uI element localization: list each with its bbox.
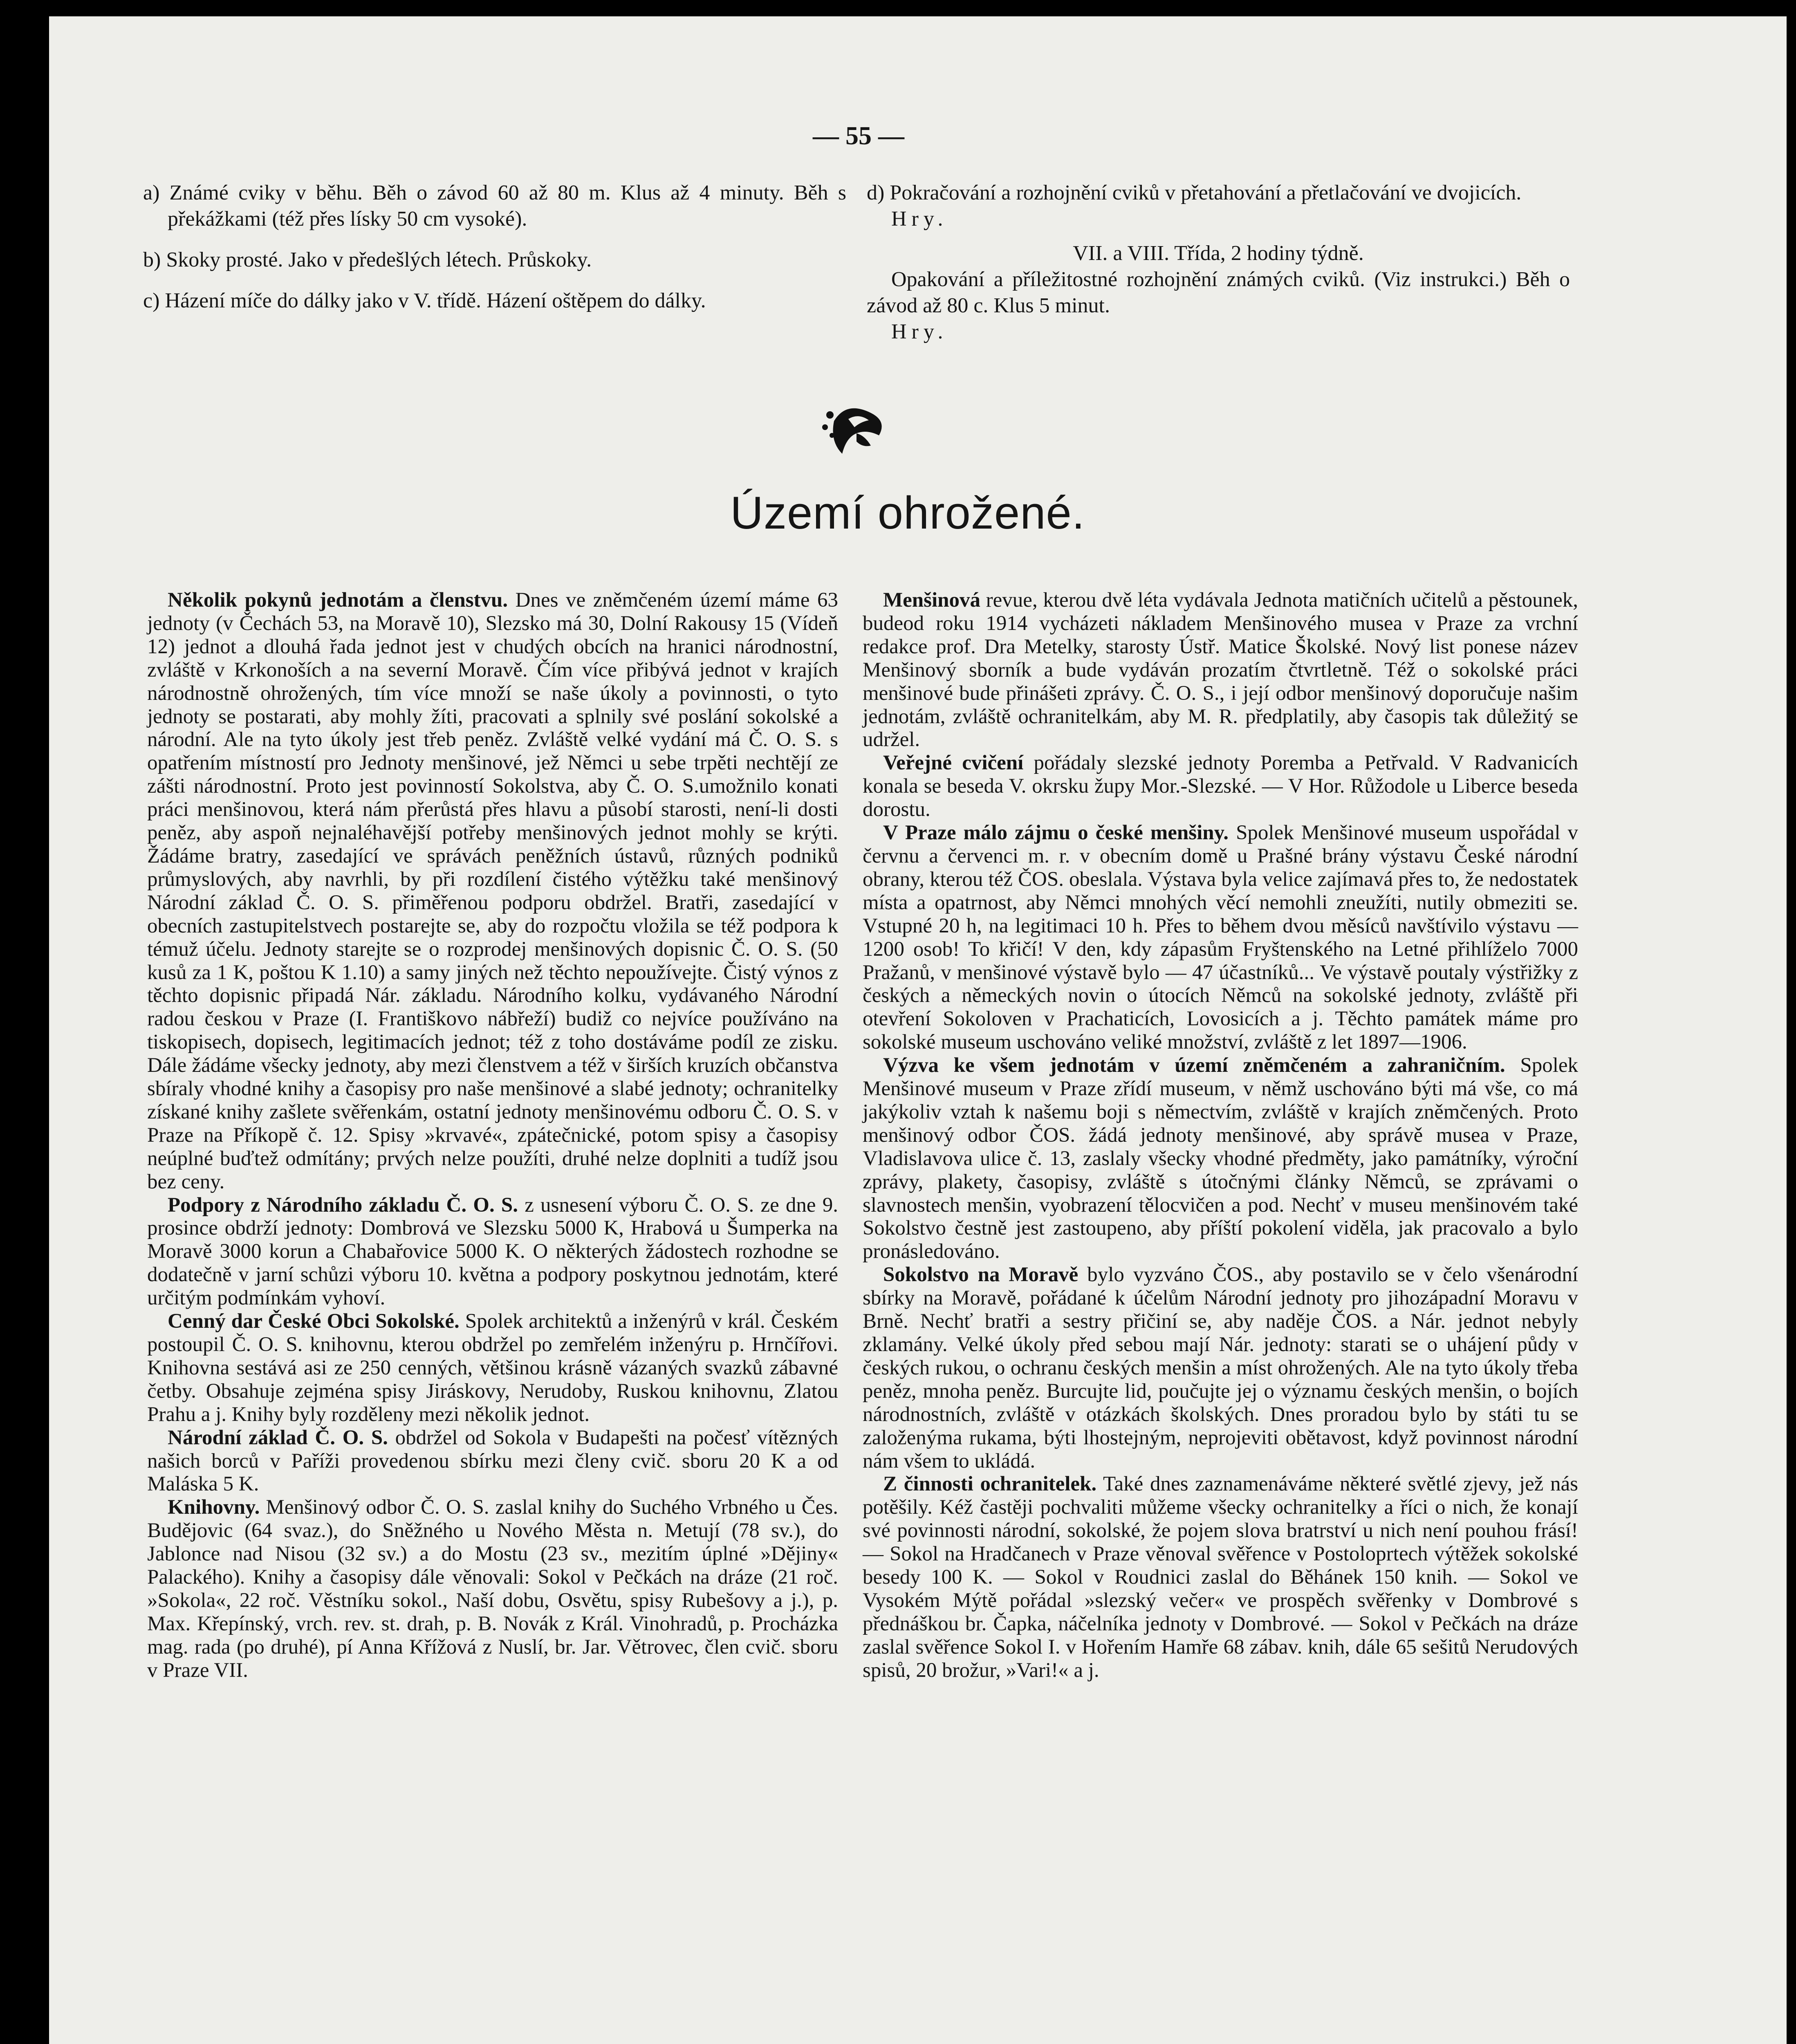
paragraph-heading: V Praze málo zájmu o české menšiny.	[883, 821, 1229, 845]
paragraph-text: Také dnes zaznamenáváme některé světlé zjevy, jež nás potěšily. Kéž častěji pochvaliti můžeme všecky ochranitelky a říci o nich, že konají své povinnosti národní, sokolské, že pojem slova bratrství u nich není pouhou frásí! — Sokol na Hradčanech v Praze věnoval svěřence v Postoloprtech výtěžek sokolské besedy 100 K. — Sokol v Roudnici zaslal do Běhánek 150 knih. — Sokol ve Vysokém Mýtě pořádal »slezský večer« ve prospěch svěřenky v Dombrové s přednáškou br. Čapka, náčelníka jednoty v Dombrové. — Sokol v Pečkách na dráze zaslal svěřence Sokol I. v Hořením Hamře 68 zábav. knih, dále 65 sešitů Nerudových spisů, 20 brožur, »Vari!« a j.	[863, 1472, 1578, 1682]
exercise-item-d: d) Pokračování a rozhojnění cviků v přetahování a přetlačování ve dvojicích.	[867, 181, 1522, 204]
paragraph-heading: Veřejné cvičení	[883, 751, 1024, 775]
paragraph-moravia	[863, 1263, 1578, 1472]
paragraph-gift	[147, 1310, 838, 1426]
paragraph-text: Spolek Menšinové museum v Praze zřídí museum, v němž uschováno býti má vše, co má jakýkoliv vztah k našemu boji s němectvím, zvláště v krajích zněmčených. Proto menšinový odbor ČOS. žádá jednoty menšinové, aby správě musea v Praze, Vladislavova ulice č. 13, zaslaly všecky vhodné předměty, jako památníky, výroční zprávy, plakety, časopisy, zvláště s útočnými články Němců, se zprávami o slavnostech menšin, vyobrazení tělocvičen a pod. Nechť v museu menšinovém také Sokolstvo čestně jest zastoupeno, aby příští pokolení viděla, jak pracovalo a bylo pronásledováno.	[863, 1054, 1578, 1263]
games-label: Hry.	[891, 207, 948, 231]
paragraph-heading: Knihovny.	[168, 1496, 260, 1519]
exercise-list-left	[143, 180, 846, 329]
paragraph-heading: Národní základ Č. O. S.	[168, 1426, 388, 1449]
paragraph-heading: Podpory z Národního základu Č. O. S.	[168, 1193, 518, 1217]
paragraph-heading: Cenný dar České Obci Sokolské.	[168, 1310, 460, 1333]
exercise-item-a: a) Známé cviky v běhu. Běh o závod 60 až 80 m. Klus až 4 minuty. Běh s překážkami (též přes lísky 50 cm vysoké).	[143, 181, 846, 231]
paragraph-heading: Sokolstvo na Moravě	[883, 1263, 1078, 1286]
paragraph-text: z usnesení výboru Č. O. S. ze dne 9. prosince obdrží jednoty: Dombrová ve Slezsku 5000 K, Hrabová u Šumperka na Moravě 3000 korun a Chabařovice 5000 K. O některých žádostech rozhodne se dodatečně v jarní schůzi výboru 10. května a podpory poskytnou jednotám, které určitým podmínkám vyhoví.	[147, 1193, 838, 1310]
right-column	[863, 589, 1578, 1682]
left-column	[147, 589, 838, 1682]
paragraph-text: bylo vyzváno ČOS., aby postavilo se v čelo všenárodní sbírky na Moravě, pořádané k účelům Národní jednoty pro jihozápadní Moravu v Brně. Nechť bratři a sestry přičiní se, aby naděje ČOS. a Nár. jednot nebyly zklamány. Velké úkoly před sebou mají Nár. jednoty: starati se o uhájení půdy v českých rukou, o ochranu českých menšin a míst ohrožených. Ale na tyto úkoly třeba peněz, mnoha peněz. Burcujte lid, poučujte jej o významu českých menšin, o bojích národnostních, zvláště v otázkách školských. Dnes proradou bylo by státi tu se založenýma rukama, býti lhostejným, neprojeviti obětavost, když povinnost národní nám všem to ukládá.	[863, 1263, 1579, 1472]
floral-ornament-icon	[818, 397, 891, 458]
paragraph-instructions	[147, 589, 838, 1194]
exercise-item-c: c) Házení míče do dálky jako v V. třídě. Házení oštěpem do dálky.	[143, 289, 706, 312]
page-number: — 55 —	[813, 121, 904, 150]
paragraph-heading: Z činnosti ochranitelek.	[883, 1472, 1097, 1496]
games-label-2: Hry.	[891, 320, 948, 343]
paragraph-text: revue, kterou dvě léta vydávala Jednota matičních učitelů a pěstounek, budeod roku 1914 vycházeti nákladem Menšinového musea v Praze za vrchní redakce prof. Dra Metelky, starosty Ústř. Matice Školské. Nový list ponese název Menšinový sborník a bude vydáván prozatím čtvrtletně. Též o sokolské práci menšinové bude přinášeti zprávy. Č. O. S., i její odbor menšinový doporučuje našim jednotám, zvláště ochranitelkám, aby M. R. předplatily, aby časopis tak důležitý se udržel.	[863, 589, 1578, 751]
class-instructions: Opakování a příležitostné rozhojnění známých cviků. (Viz instrukci.) Běh o závod až 80 c. Klus 5 minut.	[867, 268, 1570, 317]
paragraph-text: Spolek Menšinové museum uspořádal v červnu a červenci m. r. v obecním domě u Prašné brány výstavu České národní obrany, kterou též ČOS. obeslala. Výstava byla velice zajímavá přes to, že nedostatek místa a opatrnost, aby Němci mnohých věcí nemohli zneužíti, nutily obmeziti se. Vstupné 20 h, na legitimaci 10 h. Přes to během dvou měsíců navštívilo výstavu — 1200 osob! To křičí! V den, kdy zápasům Fryštenského na Letné přihlíželo 7000 Pražanů, v menšinové výstavě bylo — 47 účastníků... Ve výstavě poutaly výstřižky z českých a německých novin o útocích Němců na sokolské jednoty, zvláště při otevření Sokoloven v Prachaticích, Lovosicích a j. Těchto památek máme pro sokolské museum uschováno veliké množství, zvláště z let 1897—1906.	[863, 821, 1578, 1054]
paragraph-text: Spolek architektů a inženýrů v král. Českém postoupil Č. O. S. knihovnu, kterou obdržel po zemřelém inženýru p. Hrnčířovi. Knihovna sestává asi ze 250 cenných, většinou krásně vázaných svazků zábavné četby. Obsahuje zejména spisy Jiráskovy, Nerudoby, Ruskou knihovnu, Zlatou Prahu a j. Knihy byly rozděleny mezi několik jednot.	[147, 1310, 838, 1426]
exercise-item-b: b) Skoky prosté. Jako v předešlých létech. Průskoky.	[143, 248, 592, 271]
paragraph-prague-interest	[863, 821, 1578, 1054]
exercise-list-right	[867, 180, 1570, 360]
paragraph-libraries	[147, 1496, 838, 1682]
paragraph-text: obdržel od Sokola v Budapešti na počesť vítězných našich borců v Paříži provedenou sbírku mezi členy cvič. sboru 20 K a od Maláska 5 K.	[147, 1426, 838, 1496]
paragraph-text: pořádaly slezské jednoty Poremba a Petřvald. V Radvanicích konala se beseda V. okrsku župy Mor.-Slezské. — V Hor. Růžodole u Liberce beseda dorostu.	[863, 751, 1578, 821]
paragraph-heading: Několik pokynů jednotám a členstvu.	[168, 589, 508, 612]
paragraph-heading: Výzva ke všem jednotám v území zněmčeném a zahraničním.	[883, 1054, 1505, 1077]
paragraph-minority-revue	[863, 589, 1578, 751]
scanned-page	[49, 16, 1787, 2044]
paragraph-appeal	[863, 1054, 1578, 1263]
paragraph-public-exercise	[863, 751, 1578, 821]
paragraph-patronesses	[863, 1472, 1578, 1682]
paragraph-text: Menšinový odbor Č. O. S. zaslal knihy do Suchého Vrbného u Čes. Budějovic (64 svaz.), do Sněžného u Nového Města n. Metují (78 sv.), do Jablonce nad Nisou (32 sv.) a do Mostu (23 sv., mezitím úplné »Dějiny« Palackého). Knihy a časopisy dále věnovali: Sokol v Pečkách na dráze (21 roč. »Sokola«, 22 roč. Věstníku sokol., Naší dobu, Osvětu, spisy Rubešovy a j.), p. Max. Křepínský, vrch. rev. st. drah, p. B. Novák z Král. Vinohradů, p. Procházka mag. rada (po druhé), pí Anna Křížová z Nuslí, br. Jar. Větrovec, člen cvič. sboru v Praze VII.	[147, 1496, 838, 1682]
paragraph-text: Dnes ve zněmčeném území máme 63 jednoty (v Čechách 53, na Moravě 10), Slezsko má 30, Dolní Rakousy 15 (Vídeň 12) jednot a dlouhá řada jednot jest v chudých obcích na hranici národnostní, zvláště v Krkonoších a na severní Moravě. Čím více přibývá jednot v krajích národnostně ohrožených, tím více množí se naše úkoly a povinnosti, o tyto jednoty se postarati, aby mohly žíti, pracovati a splnily své poslání sokolské a národní. Ale na tyto úkoly jest třeb peněz. Zvláště velké vydání má Č. O. S. s opatřením místností pro Jednoty menšinové, jež Němci u sebe trpěti nechtějí ze zášti národnostní. Proto jest povinností Sokolstva, aby Č. O. S.umožnilo konati práci menšinovou, která nám přerůstá přes hlavu a působí starosti, není-li dosti peněz, aby aspoň nejnaléhavější potřeby menšinových jednot mohly se krýti. Žádáme bratry, zasedající ve správách peněžních ústavů, různých podniků průmyslových, aby navrhli, by při rozdílení čistého výtěžku také menšinový Národní základ Č. O. S. přiměřenou podporu obdržel. Bratři, zasedající v obecních zastupitelstvech postarejte se, aby do rozpočtu vložila se též podpora k témuž účelu. Jednoty starejte se o rozprodej menšinových dopisnic Č. O. S. (50 kusů za 1 K, poštou K 1.10) a samy jiných než těchto nepoužívejte. Čistý výnos z těchto dopisnic připadá Nár. základu. Národního kolku, vydávaného Národní radou českou v Praze (I. Františkovo nábřeží) budiž co nejvíce používáno na tiskopisech, dopisech, legitimacích jednot; též z toho dostáváme podíl ze zisku. Dále žádáme všecky jednoty, aby mezi členstvem a též v širších kruzích občanstva sbíraly vhodné knihy a časopisy pro naše menšinové a slabé jednoty; ochranitelky získané knihy zašlete svěřenkám, ostatní jednoty menšinovému odboru Č. O. S. v Praze na Příkopě č. 12. Spisy »krvavé«, zpátečnické, potom spisy a časopisy neúplné buďtež odmítány; prvých nelze použíti, druhé nelze doplniti a tudíž jsou bez ceny.	[147, 589, 838, 1193]
paragraph-support	[147, 1194, 838, 1310]
paragraph-heading: Menšinová	[883, 589, 981, 612]
paragraph-national-fund	[147, 1426, 838, 1496]
article-title: Území ohrožené.	[730, 487, 1085, 538]
class-heading: VII. a VIII. Třída, 2 hodiny týdně.	[1073, 242, 1364, 265]
